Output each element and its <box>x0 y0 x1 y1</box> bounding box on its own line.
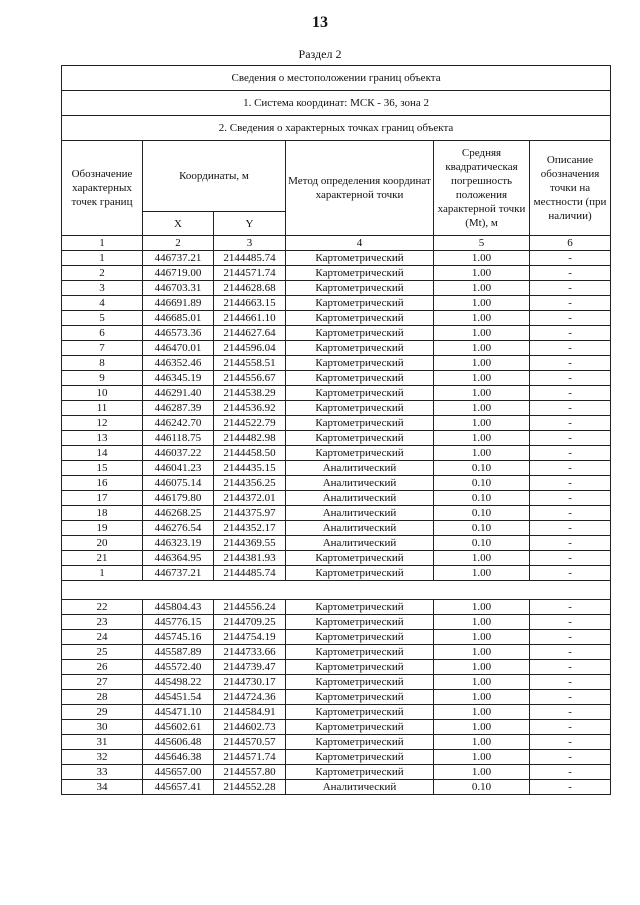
table-row <box>62 551 611 566</box>
y-coordinate-cell: 2144584.91 <box>214 705 286 720</box>
point-id-cell: 33 <box>62 765 143 780</box>
description-cell: - <box>530 296 611 311</box>
method-cell: Аналитический <box>286 780 434 795</box>
description-cell: - <box>530 506 611 521</box>
method-cell: Картометрический <box>286 386 434 401</box>
error-cell: 0.10 <box>434 506 530 521</box>
method-cell: Картометрический <box>286 416 434 431</box>
table-row <box>62 296 611 311</box>
method-cell: Аналитический <box>286 506 434 521</box>
coord-system-label: 1. Система координат: МСК - 36, зона 2 <box>62 91 611 116</box>
x-coordinate-cell: 446364.95 <box>143 551 214 566</box>
method-cell: Картометрический <box>286 720 434 735</box>
description-cell: - <box>530 386 611 401</box>
column-number: 6 <box>530 236 611 251</box>
x-coordinate-cell: 446685.01 <box>143 311 214 326</box>
error-cell: 0.10 <box>434 476 530 491</box>
description-cell: - <box>530 251 611 266</box>
point-id-cell: 28 <box>62 690 143 705</box>
method-cell: Аналитический <box>286 491 434 506</box>
x-coordinate-cell: 446737.21 <box>143 251 214 266</box>
table-row <box>62 431 611 446</box>
x-coordinate-cell: 446737.21 <box>143 566 214 581</box>
point-id-cell: 27 <box>62 675 143 690</box>
boundary-table <box>61 65 611 795</box>
x-coordinate-cell: 445646.38 <box>143 750 214 765</box>
method-cell: Картометрический <box>286 281 434 296</box>
table-row <box>62 326 611 341</box>
header-y: Y <box>214 212 286 236</box>
method-cell: Аналитический <box>286 476 434 491</box>
error-cell: 1.00 <box>434 690 530 705</box>
description-cell: - <box>530 615 611 630</box>
y-coordinate-cell: 2144558.51 <box>214 356 286 371</box>
point-id-cell: 15 <box>62 461 143 476</box>
error-cell: 1.00 <box>434 551 530 566</box>
table-row <box>62 720 611 735</box>
error-cell: 1.00 <box>434 675 530 690</box>
point-id-cell: 11 <box>62 401 143 416</box>
x-coordinate-cell: 445776.15 <box>143 615 214 630</box>
table-row <box>62 566 611 581</box>
description-cell: - <box>530 551 611 566</box>
error-cell: 1.00 <box>434 765 530 780</box>
method-cell: Картометрический <box>286 266 434 281</box>
description-cell: - <box>530 326 611 341</box>
table-row <box>62 600 611 615</box>
table-row <box>62 341 611 356</box>
y-coordinate-cell: 2144627.64 <box>214 326 286 341</box>
table-row <box>62 765 611 780</box>
point-id-cell: 34 <box>62 780 143 795</box>
y-coordinate-cell: 2144730.17 <box>214 675 286 690</box>
method-cell: Аналитический <box>286 521 434 536</box>
method-cell: Картометрический <box>286 765 434 780</box>
error-cell: 1.00 <box>434 386 530 401</box>
x-coordinate-cell: 445804.43 <box>143 600 214 615</box>
y-coordinate-cell: 2144663.15 <box>214 296 286 311</box>
method-cell: Картометрический <box>286 251 434 266</box>
method-cell: Картометрический <box>286 615 434 630</box>
description-cell: - <box>530 266 611 281</box>
description-cell: - <box>530 461 611 476</box>
y-coordinate-cell: 2144372.01 <box>214 491 286 506</box>
description-cell: - <box>530 720 611 735</box>
x-coordinate-cell: 446037.22 <box>143 446 214 461</box>
error-cell: 1.00 <box>434 720 530 735</box>
point-id-cell: 9 <box>62 371 143 386</box>
point-id-cell: 8 <box>62 356 143 371</box>
point-id-cell: 17 <box>62 491 143 506</box>
error-cell: 1.00 <box>434 750 530 765</box>
x-coordinate-cell: 446268.25 <box>143 506 214 521</box>
column-number: 5 <box>434 236 530 251</box>
section-label: Раздел 2 <box>298 47 342 61</box>
table-row <box>62 536 611 551</box>
description-cell: - <box>530 311 611 326</box>
table-row <box>62 476 611 491</box>
x-coordinate-cell: 446242.70 <box>143 416 214 431</box>
header-x: X <box>143 212 214 236</box>
description-cell: - <box>530 566 611 581</box>
method-cell: Картометрический <box>286 566 434 581</box>
description-cell: - <box>530 660 611 675</box>
error-cell: 0.10 <box>434 491 530 506</box>
error-cell: 0.10 <box>434 780 530 795</box>
x-coordinate-cell: 446287.39 <box>143 401 214 416</box>
column-number: 3 <box>214 236 286 251</box>
y-coordinate-cell: 2144733.66 <box>214 645 286 660</box>
method-cell: Картометрический <box>286 341 434 356</box>
error-cell: 1.00 <box>434 341 530 356</box>
x-coordinate-cell: 445657.00 <box>143 765 214 780</box>
y-coordinate-cell: 2144482.98 <box>214 431 286 446</box>
x-coordinate-cell: 446179.80 <box>143 491 214 506</box>
table-row <box>62 506 611 521</box>
description-cell: - <box>530 416 611 431</box>
x-coordinate-cell: 446118.75 <box>143 431 214 446</box>
table-row <box>62 660 611 675</box>
x-coordinate-cell: 446573.36 <box>143 326 214 341</box>
point-id-cell: 3 <box>62 281 143 296</box>
x-coordinate-cell: 446041.23 <box>143 461 214 476</box>
description-cell: - <box>530 446 611 461</box>
description-cell: - <box>530 780 611 795</box>
table-row <box>62 750 611 765</box>
error-cell: 1.00 <box>434 735 530 750</box>
x-coordinate-cell: 446075.14 <box>143 476 214 491</box>
error-cell: 1.00 <box>434 401 530 416</box>
y-coordinate-cell: 2144458.50 <box>214 446 286 461</box>
x-coordinate-cell: 446291.40 <box>143 386 214 401</box>
error-cell: 1.00 <box>434 296 530 311</box>
header-method: Метод определения координат характерной точки <box>286 141 434 236</box>
y-coordinate-cell: 2144375.97 <box>214 506 286 521</box>
error-cell: 1.00 <box>434 251 530 266</box>
y-coordinate-cell: 2144570.57 <box>214 735 286 750</box>
description-cell: - <box>530 645 611 660</box>
column-number: 4 <box>286 236 434 251</box>
method-cell: Картометрический <box>286 371 434 386</box>
column-number: 1 <box>62 236 143 251</box>
header-designation: Обозначение характерных точек границ <box>62 141 143 236</box>
y-coordinate-cell: 2144435.15 <box>214 461 286 476</box>
point-id-cell: 6 <box>62 326 143 341</box>
y-coordinate-cell: 2144369.55 <box>214 536 286 551</box>
table-row <box>62 416 611 431</box>
table-row <box>62 311 611 326</box>
method-cell: Картометрический <box>286 735 434 750</box>
point-id-cell: 31 <box>62 735 143 750</box>
error-cell: 1.00 <box>434 266 530 281</box>
table-row <box>62 780 611 795</box>
method-cell: Картометрический <box>286 311 434 326</box>
table-row <box>62 690 611 705</box>
point-id-cell: 19 <box>62 521 143 536</box>
method-cell: Картометрический <box>286 690 434 705</box>
point-id-cell: 20 <box>62 536 143 551</box>
x-coordinate-cell: 445572.40 <box>143 660 214 675</box>
x-coordinate-cell: 445606.48 <box>143 735 214 750</box>
point-id-cell: 2 <box>62 266 143 281</box>
table-row <box>62 371 611 386</box>
description-cell: - <box>530 431 611 446</box>
table-row <box>62 645 611 660</box>
x-coordinate-cell: 445498.22 <box>143 675 214 690</box>
point-id-cell: 32 <box>62 750 143 765</box>
description-cell: - <box>530 491 611 506</box>
method-cell: Аналитический <box>286 461 434 476</box>
method-cell: Картометрический <box>286 401 434 416</box>
error-cell: 0.10 <box>434 461 530 476</box>
description-cell: - <box>530 705 611 720</box>
point-id-cell: 24 <box>62 630 143 645</box>
method-cell: Картометрический <box>286 600 434 615</box>
table-row <box>62 735 611 750</box>
table-row <box>62 266 611 281</box>
error-cell: 1.00 <box>434 416 530 431</box>
error-cell: 1.00 <box>434 326 530 341</box>
x-coordinate-cell: 446703.31 <box>143 281 214 296</box>
method-cell: Картометрический <box>286 675 434 690</box>
description-cell: - <box>530 600 611 615</box>
error-cell: 1.00 <box>434 281 530 296</box>
error-cell: 1.00 <box>434 371 530 386</box>
error-cell: 1.00 <box>434 356 530 371</box>
y-coordinate-cell: 2144485.74 <box>214 251 286 266</box>
point-id-cell: 4 <box>62 296 143 311</box>
method-cell: Картометрический <box>286 630 434 645</box>
y-coordinate-cell: 2144485.74 <box>214 566 286 581</box>
table-row <box>62 281 611 296</box>
header-error: Средняя квадратическая погрешность положения характерной точки (Mt), м <box>434 141 530 236</box>
x-coordinate-cell: 446470.01 <box>143 341 214 356</box>
error-cell: 1.00 <box>434 431 530 446</box>
y-coordinate-cell: 2144754.19 <box>214 630 286 645</box>
y-coordinate-cell: 2144352.17 <box>214 521 286 536</box>
table-row <box>62 251 611 266</box>
y-coordinate-cell: 2144709.25 <box>214 615 286 630</box>
point-id-cell: 21 <box>62 551 143 566</box>
method-cell: Картометрический <box>286 660 434 675</box>
column-number-row <box>62 236 611 251</box>
point-id-cell: 16 <box>62 476 143 491</box>
column-number: 2 <box>143 236 214 251</box>
table-row <box>62 461 611 476</box>
x-coordinate-cell: 445451.54 <box>143 690 214 705</box>
point-id-cell: 29 <box>62 705 143 720</box>
table-row <box>62 705 611 720</box>
y-coordinate-cell: 2144381.93 <box>214 551 286 566</box>
header-description: Описание обозначения точки на местности (при наличии) <box>530 141 611 236</box>
description-cell: - <box>530 356 611 371</box>
description-cell: - <box>530 476 611 491</box>
y-coordinate-cell: 2144522.79 <box>214 416 286 431</box>
y-coordinate-cell: 2144556.67 <box>214 371 286 386</box>
y-coordinate-cell: 2144571.74 <box>214 750 286 765</box>
method-cell: Картометрический <box>286 750 434 765</box>
table-row <box>62 491 611 506</box>
x-coordinate-cell: 445471.10 <box>143 705 214 720</box>
x-coordinate-cell: 445657.41 <box>143 780 214 795</box>
error-cell: 0.10 <box>434 521 530 536</box>
error-cell: 1.00 <box>434 645 530 660</box>
y-coordinate-cell: 2144556.24 <box>214 600 286 615</box>
point-id-cell: 23 <box>62 615 143 630</box>
method-cell: Аналитический <box>286 536 434 551</box>
description-cell: - <box>530 765 611 780</box>
point-id-cell: 18 <box>62 506 143 521</box>
description-cell: - <box>530 536 611 551</box>
table-row <box>62 386 611 401</box>
description-cell: - <box>530 735 611 750</box>
x-coordinate-cell: 445745.16 <box>143 630 214 645</box>
y-coordinate-cell: 2144557.80 <box>214 765 286 780</box>
method-cell: Картометрический <box>286 705 434 720</box>
point-id-cell: 14 <box>62 446 143 461</box>
description-cell: - <box>530 630 611 645</box>
y-coordinate-cell: 2144571.74 <box>214 266 286 281</box>
y-coordinate-cell: 2144661.10 <box>214 311 286 326</box>
y-coordinate-cell: 2144536.92 <box>214 401 286 416</box>
y-coordinate-cell: 2144356.25 <box>214 476 286 491</box>
error-cell: 1.00 <box>434 446 530 461</box>
error-cell: 0.10 <box>434 536 530 551</box>
x-coordinate-cell: 446276.54 <box>143 521 214 536</box>
error-cell: 1.00 <box>434 705 530 720</box>
method-cell: Картометрический <box>286 551 434 566</box>
table-row <box>62 446 611 461</box>
description-cell: - <box>530 401 611 416</box>
x-coordinate-cell: 446323.19 <box>143 536 214 551</box>
method-cell: Картометрический <box>286 645 434 660</box>
table-row <box>62 521 611 536</box>
table-row <box>62 630 611 645</box>
header-coordinates: Координаты, м <box>143 141 286 212</box>
point-id-cell: 1 <box>62 251 143 266</box>
page-number: 13 <box>312 14 328 31</box>
error-cell: 1.00 <box>434 630 530 645</box>
description-cell: - <box>530 341 611 356</box>
description-cell: - <box>530 690 611 705</box>
y-coordinate-cell: 2144739.47 <box>214 660 286 675</box>
error-cell: 1.00 <box>434 660 530 675</box>
y-coordinate-cell: 2144602.73 <box>214 720 286 735</box>
table-row <box>62 356 611 371</box>
x-coordinate-cell: 446719.00 <box>143 266 214 281</box>
point-id-cell: 22 <box>62 600 143 615</box>
point-id-cell: 25 <box>62 645 143 660</box>
point-id-cell: 5 <box>62 311 143 326</box>
error-cell: 1.00 <box>434 600 530 615</box>
method-cell: Картометрический <box>286 431 434 446</box>
table-title: Сведения о местоположении границ объекта <box>62 66 611 91</box>
point-id-cell: 26 <box>62 660 143 675</box>
y-coordinate-cell: 2144596.04 <box>214 341 286 356</box>
y-coordinate-cell: 2144628.68 <box>214 281 286 296</box>
table-row <box>62 401 611 416</box>
points-section-label: 2. Сведения о характерных точках границ объекта <box>62 116 611 141</box>
error-cell: 1.00 <box>434 566 530 581</box>
x-coordinate-cell: 445587.89 <box>143 645 214 660</box>
point-id-cell: 7 <box>62 341 143 356</box>
table-row <box>62 615 611 630</box>
description-cell: - <box>530 521 611 536</box>
point-id-cell: 30 <box>62 720 143 735</box>
method-cell: Картометрический <box>286 356 434 371</box>
contour-separator-row <box>62 581 611 600</box>
description-cell: - <box>530 750 611 765</box>
point-id-cell: 10 <box>62 386 143 401</box>
method-cell: Картометрический <box>286 296 434 311</box>
error-cell: 1.00 <box>434 615 530 630</box>
empty-separator-cell <box>62 581 611 600</box>
description-cell: - <box>530 675 611 690</box>
error-cell: 1.00 <box>434 311 530 326</box>
x-coordinate-cell: 446352.46 <box>143 356 214 371</box>
y-coordinate-cell: 2144552.28 <box>214 780 286 795</box>
x-coordinate-cell: 445602.61 <box>143 720 214 735</box>
point-id-cell: 1 <box>62 566 143 581</box>
table-row <box>62 675 611 690</box>
description-cell: - <box>530 281 611 296</box>
x-coordinate-cell: 446345.19 <box>143 371 214 386</box>
y-coordinate-cell: 2144724.36 <box>214 690 286 705</box>
description-cell: - <box>530 371 611 386</box>
y-coordinate-cell: 2144538.29 <box>214 386 286 401</box>
method-cell: Картометрический <box>286 326 434 341</box>
point-id-cell: 13 <box>62 431 143 446</box>
method-cell: Картометрический <box>286 446 434 461</box>
x-coordinate-cell: 446691.89 <box>143 296 214 311</box>
point-id-cell: 12 <box>62 416 143 431</box>
